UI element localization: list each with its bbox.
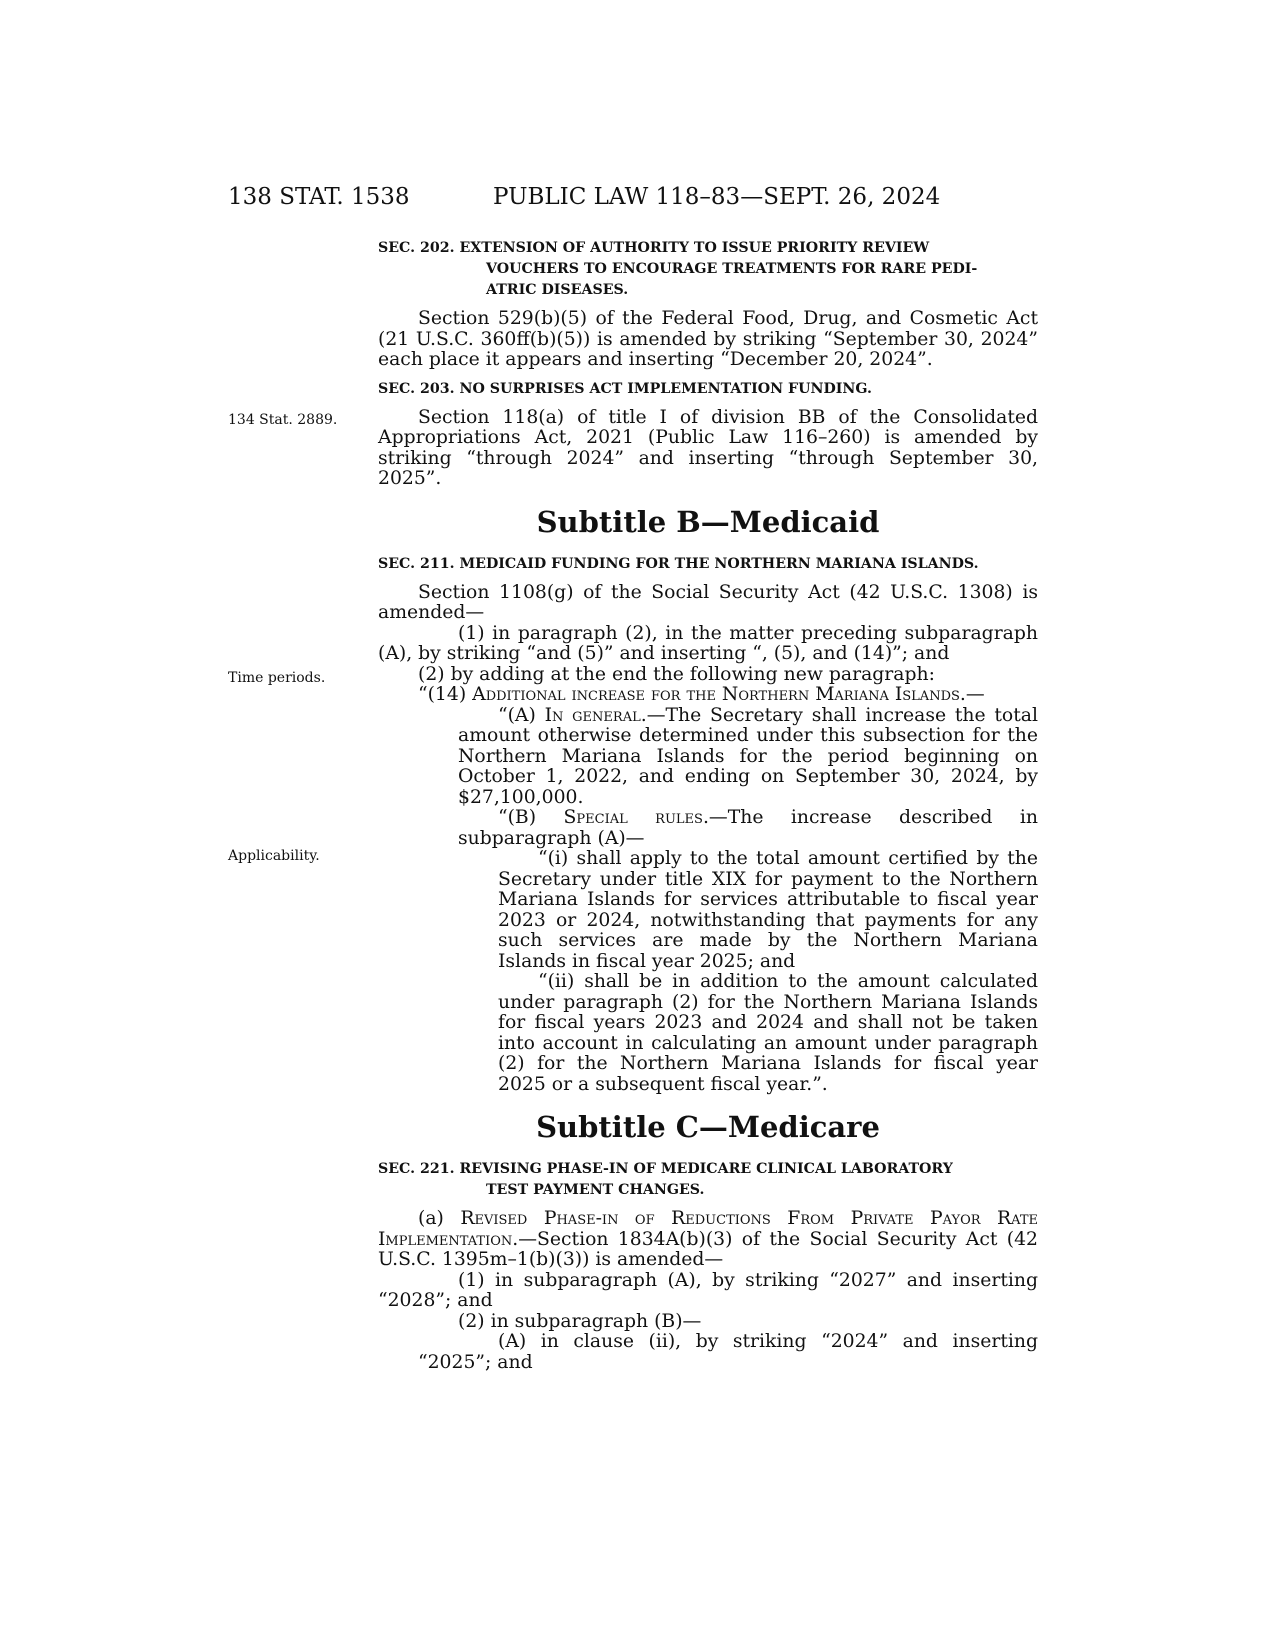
document-body	[378, 238, 1038, 1373]
subtitle-b-heading: Subtitle B—Medicaid	[536, 504, 880, 539]
paragraph-14-dash: —	[965, 684, 985, 705]
margin-note-stat-reference: 134 Stat. 2889.	[228, 412, 338, 428]
section-221-item-a: (A) in clause (ii), by striking “2024” and inserting “2025”; and	[418, 1331, 1038, 1373]
section-221-subsection-a	[378, 1209, 1038, 1271]
section-202-text: Section 529(b)(5) of the Federal Food, Drug, and Cosmetic Act (21 U.S.C. 360ff(b)(5)) is amended by striking “September 30, 2024” each place it appears and inserting “December 20, 2024”.	[378, 308, 1038, 370]
subparagraph-b-text: —The increase described in subparagraph (A)—	[458, 807, 1038, 849]
paragraph-14-title: Additional increase for the Northern Mariana Islands.	[472, 684, 966, 705]
public-law-title: PUBLIC LAW 118–83—SEPT. 26, 2024	[493, 184, 941, 210]
section-221-item-1: (1) in subparagraph (A), by striking “2027” and inserting “2028”; and	[378, 1269, 1038, 1311]
section-221-heading	[378, 1159, 1038, 1201]
section-202-heading-line3: ATRIC DISEASES.	[486, 282, 629, 298]
section-202-heading	[378, 238, 1038, 301]
subparagraph-b-title: Special rules.	[563, 807, 709, 828]
margin-note-applicability: Applicability.	[228, 848, 320, 864]
section-211-subparagraph-a	[378, 706, 1038, 809]
subsection-a-text: —Section 1834A(b)(3) of the Social Security Act (42 U.S.C. 1395m–1(b)(3)) is amended—	[378, 1228, 1038, 1270]
subparagraph-b-lead: “(B)	[498, 807, 537, 828]
section-211-clause-i: “(i) shall apply to the total amount certified by the Secretary under title XIX for payment to the Northern Mariana Islands for services attributable to fiscal year 2023 or 2024, notwithstanding that payments for any such services are made by the Northern Mariana Islands in fiscal year 2025; and	[498, 848, 1038, 972]
subparagraph-a-lead: “(A)	[498, 704, 536, 726]
section-203-heading: SEC. 203. NO SURPRISES ACT IMPLEMENTATION FUNDING.	[378, 380, 872, 397]
section-211-item-1: (1) in paragraph (2), in the matter preceding subparagraph (A), by striking “and (5)” and inserting “, (5), and (14)”; and	[378, 622, 1038, 664]
section-211-subparagraph-b	[378, 808, 1038, 849]
section-221-item-2: (2) in subparagraph (B)—	[458, 1310, 702, 1332]
section-211-intro: Section 1108(g) of the Social Security Act (42 U.S.C. 1308) is amended—	[378, 581, 1038, 623]
section-202-heading-line1: SEC. 202. EXTENSION OF AUTHORITY TO ISSUE PRIORITY REVIEW	[378, 240, 930, 256]
section-211-item-2: (2) by adding at the end the following new paragraph:	[418, 663, 935, 685]
section-211-paragraph-14	[378, 685, 1038, 706]
section-202-heading-line2: VOUCHERS TO ENCOURAGE TREATMENTS FOR RARE PEDI-	[486, 261, 978, 277]
running-header	[228, 184, 941, 224]
section-211-clause-ii: “(ii) shall be in addition to the amount calculated under paragraph (2) for the Northern Mariana Islands for fiscal years 2023 and 2024 and shall not be taken into account in calculating an amount under paragraph (2) for the Northern Mariana Islands for fiscal year 2025 or a subsequent fiscal year.”.	[498, 971, 1038, 1095]
section-211-heading: SEC. 211. MEDICAID FUNDING FOR THE NORTHERN MARIANA ISLANDS.	[378, 555, 979, 572]
subparagraph-a-title: In general.	[544, 704, 647, 726]
subparagraph-a-text: —The Secretary shall increase the total amount otherwise determined under this subsection for the Northern Mariana Islands for the period beginning on October 1, 2022, and ending on September 30, 2024, by $27,100,000.	[458, 704, 1038, 808]
section-203-text: Section 118(a) of title I of division BB of the Consolidated Appropriations Act, 2021 (Public Law 116–260) is amended by striking “through 2024” and inserting “through September 30, 2025”.	[378, 406, 1038, 489]
subsection-a-title: Revised Phase-in of Reductions From Private Payor Rate Implementation.	[378, 1208, 1038, 1250]
subtitle-c-heading: Subtitle C—Medicare	[536, 1110, 880, 1144]
stat-page-number: 138 STAT. 1538	[228, 184, 410, 210]
section-221-heading-line2: TEST PAYMENT CHANGES.	[486, 1182, 705, 1198]
margin-note-time-periods: Time periods.	[228, 670, 326, 686]
paragraph-14-lead: “(14)	[418, 684, 467, 705]
section-221-heading-line1: SEC. 221. REVISING PHASE-IN OF MEDICARE CLINICAL LABORATORY	[378, 1161, 953, 1177]
subsection-a-lead: (a)	[418, 1208, 444, 1229]
